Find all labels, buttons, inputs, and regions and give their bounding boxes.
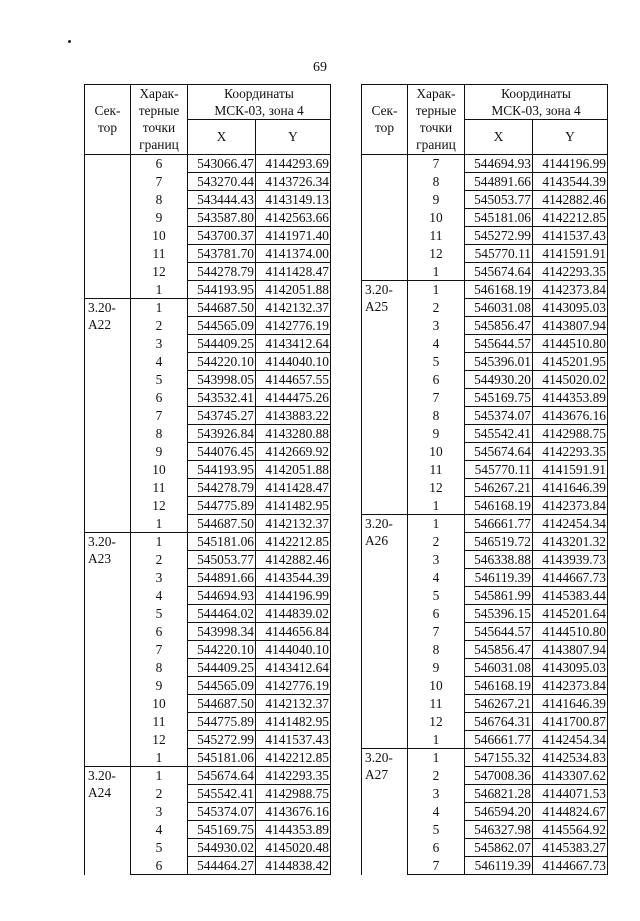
x-coordinate-cell: 545644.57: [465, 335, 533, 353]
x-coordinate-cell: 544775.89: [188, 713, 256, 731]
point-number-cell: 8: [408, 173, 465, 191]
x-coordinate-cell: 544694.93: [188, 587, 256, 605]
y-coordinate-cell: 4144657.55: [256, 371, 331, 389]
x-coordinate-cell: 544409.25: [188, 659, 256, 677]
point-number-cell: 11: [131, 713, 188, 731]
x-coordinate-cell: 546031.08: [465, 659, 533, 677]
coordinates-table-right: [361, 84, 608, 875]
point-number-cell: 11: [408, 461, 465, 479]
point-number-cell: 3: [131, 803, 188, 821]
point-number-cell: 1: [408, 731, 465, 749]
point-number-cell: 4: [408, 569, 465, 587]
coordinates-table-left: [84, 84, 331, 875]
point-number-cell: 5: [131, 371, 188, 389]
point-number-cell: 9: [131, 443, 188, 461]
x-coordinate-cell: 544930.20: [465, 371, 533, 389]
y-coordinate-cell: 4142293.35: [533, 263, 608, 281]
x-coordinate-cell: 545169.75: [465, 389, 533, 407]
sector-cell: [85, 155, 131, 299]
x-coordinate-cell: 545542.41: [188, 785, 256, 803]
x-coordinate-cell: 545272.99: [188, 731, 256, 749]
point-number-cell: 1: [408, 515, 465, 533]
y-coordinate-cell: 4143807.94: [533, 641, 608, 659]
x-coordinate-cell: 545272.99: [465, 227, 533, 245]
y-coordinate-cell: 4144293.69: [256, 155, 331, 173]
y-coordinate-cell: 4141374.00: [256, 245, 331, 263]
point-number-cell: 1: [131, 533, 188, 551]
point-number-cell: 11: [408, 695, 465, 713]
y-coordinate-cell: 4142293.35: [533, 443, 608, 461]
x-coordinate-cell: 546267.21: [465, 479, 533, 497]
point-number-cell: 1: [408, 749, 465, 767]
y-coordinate-cell: 4145383.27: [533, 839, 608, 857]
y-coordinate-cell: 4143676.16: [256, 803, 331, 821]
point-number-cell: 10: [408, 677, 465, 695]
y-coordinate-cell: 4144196.99: [533, 155, 608, 173]
point-number-cell: 5: [408, 821, 465, 839]
point-number-cell: 7: [131, 641, 188, 659]
x-coordinate-cell: 546168.19: [465, 497, 533, 515]
point-number-cell: 6: [408, 371, 465, 389]
x-coordinate-cell: 545674.64: [465, 443, 533, 461]
y-coordinate-cell: 4143939.73: [533, 551, 608, 569]
x-coordinate-cell: 545770.11: [465, 245, 533, 263]
table-row: [85, 299, 331, 317]
y-coordinate-cell: 4141428.47: [256, 479, 331, 497]
coords-header: Координаты МСК-03, зона 4: [465, 85, 608, 120]
y-coordinate-cell: 4144040.10: [256, 641, 331, 659]
point-number-cell: 10: [131, 695, 188, 713]
x-coordinate-cell: 546519.72: [465, 533, 533, 551]
x-coordinate-cell: 544775.89: [188, 497, 256, 515]
point-number-cell: 12: [131, 263, 188, 281]
table-row: [85, 155, 331, 173]
point-number-cell: 6: [408, 839, 465, 857]
y-coordinate-cell: 4142212.85: [533, 209, 608, 227]
point-number-cell: 6: [131, 389, 188, 407]
x-coordinate-cell: 544220.10: [188, 353, 256, 371]
x-header: X: [465, 120, 533, 155]
y-coordinate-cell: 4142776.19: [256, 317, 331, 335]
point-number-cell: 11: [408, 227, 465, 245]
x-coordinate-cell: 543781.70: [188, 245, 256, 263]
y-coordinate-cell: 4142454.34: [533, 731, 608, 749]
x-coordinate-cell: 545542.41: [465, 425, 533, 443]
table-row: [362, 281, 608, 299]
y-coordinate-cell: 4144667.73: [533, 857, 608, 875]
y-coordinate-cell: 4144353.89: [256, 821, 331, 839]
point-number-cell: 2: [131, 551, 188, 569]
x-coordinate-cell: 543926.84: [188, 425, 256, 443]
x-coordinate-cell: 545181.06: [188, 533, 256, 551]
x-coordinate-cell: 545396.01: [465, 353, 533, 371]
y-coordinate-cell: 4143412.64: [256, 335, 331, 353]
sector-cell: 3.20-А27: [362, 749, 408, 875]
x-coordinate-cell: 545169.75: [188, 821, 256, 839]
x-coordinate-cell: 543587.80: [188, 209, 256, 227]
table-row: [362, 749, 608, 767]
x-coordinate-cell: 545181.06: [188, 749, 256, 767]
y-coordinate-cell: 4144196.99: [256, 587, 331, 605]
points-header: Харак-терные точки границ: [408, 85, 465, 155]
y-coordinate-cell: 4142882.46: [256, 551, 331, 569]
x-coordinate-cell: 546764.31: [465, 713, 533, 731]
point-number-cell: 3: [408, 551, 465, 569]
y-coordinate-cell: 4142373.84: [533, 677, 608, 695]
y-coordinate-cell: 4142373.84: [533, 281, 608, 299]
point-number-cell: 2: [131, 317, 188, 335]
coords-header: Координаты МСК-03, зона 4: [188, 85, 331, 120]
x-coordinate-cell: 545861.99: [465, 587, 533, 605]
x-coordinate-cell: 544278.79: [188, 263, 256, 281]
y-coordinate-cell: 4143201.32: [533, 533, 608, 551]
y-coordinate-cell: 4144475.26: [256, 389, 331, 407]
point-number-cell: 9: [408, 191, 465, 209]
y-coordinate-cell: 4142988.75: [533, 425, 608, 443]
y-coordinate-cell: 4142988.75: [256, 785, 331, 803]
point-number-cell: 1: [131, 299, 188, 317]
y-coordinate-cell: 4143412.64: [256, 659, 331, 677]
y-coordinate-cell: 4143544.39: [533, 173, 608, 191]
x-coordinate-cell: 543700.37: [188, 227, 256, 245]
point-number-cell: 4: [131, 587, 188, 605]
point-number-cell: 5: [408, 587, 465, 605]
point-number-cell: 3: [131, 335, 188, 353]
x-coordinate-cell: 546119.39: [465, 857, 533, 875]
y-coordinate-cell: 4145201.95: [533, 353, 608, 371]
x-coordinate-cell: 544193.95: [188, 281, 256, 299]
x-coordinate-cell: 543745.27: [188, 407, 256, 425]
point-number-cell: 3: [131, 569, 188, 587]
x-coordinate-cell: 544687.50: [188, 515, 256, 533]
x-coordinate-cell: 544278.79: [188, 479, 256, 497]
x-coordinate-cell: 544930.02: [188, 839, 256, 857]
point-number-cell: 1: [408, 497, 465, 515]
y-coordinate-cell: 4142212.85: [256, 749, 331, 767]
point-number-cell: 8: [131, 659, 188, 677]
x-coordinate-cell: 545862.07: [465, 839, 533, 857]
point-number-cell: 9: [408, 659, 465, 677]
table-row: [362, 515, 608, 533]
point-number-cell: 9: [131, 209, 188, 227]
x-coordinate-cell: 545674.64: [465, 263, 533, 281]
y-coordinate-cell: 4144667.73: [533, 569, 608, 587]
y-coordinate-cell: 4142669.92: [256, 443, 331, 461]
y-coordinate-cell: 4143807.94: [533, 317, 608, 335]
y-coordinate-cell: 4141646.39: [533, 479, 608, 497]
x-coordinate-cell: 546327.98: [465, 821, 533, 839]
point-number-cell: 7: [408, 857, 465, 875]
x-coordinate-cell: 545181.06: [465, 209, 533, 227]
y-coordinate-cell: 4143280.88: [256, 425, 331, 443]
y-coordinate-cell: 4141537.43: [256, 731, 331, 749]
table-row: [362, 155, 608, 173]
y-coordinate-cell: 4142051.88: [256, 461, 331, 479]
point-number-cell: 8: [131, 191, 188, 209]
sector-cell: 3.20-А26: [362, 515, 408, 749]
sector-cell: 3.20-А22: [85, 299, 131, 533]
table-row: [85, 533, 331, 551]
y-coordinate-cell: 4143726.34: [256, 173, 331, 191]
point-number-cell: 10: [408, 443, 465, 461]
y-coordinate-cell: 4144510.80: [533, 335, 608, 353]
x-coordinate-cell: 545374.07: [465, 407, 533, 425]
point-number-cell: 7: [131, 173, 188, 191]
point-number-cell: 9: [131, 677, 188, 695]
y-coordinate-cell: 4142882.46: [533, 191, 608, 209]
x-coordinate-cell: 544694.93: [465, 155, 533, 173]
x-coordinate-cell: 544464.27: [188, 857, 256, 875]
x-coordinate-cell: 545856.47: [465, 641, 533, 659]
point-number-cell: 3: [408, 785, 465, 803]
y-coordinate-cell: 4143307.62: [533, 767, 608, 785]
y-coordinate-cell: 4143544.39: [256, 569, 331, 587]
point-number-cell: 10: [131, 227, 188, 245]
x-coordinate-cell: 543444.43: [188, 191, 256, 209]
y-coordinate-cell: 4141482.95: [256, 497, 331, 515]
y-coordinate-cell: 4144353.89: [533, 389, 608, 407]
x-coordinate-cell: 545856.47: [465, 317, 533, 335]
y-coordinate-cell: 4144510.80: [533, 623, 608, 641]
point-number-cell: 12: [131, 731, 188, 749]
point-number-cell: 8: [131, 425, 188, 443]
table-row: [85, 767, 331, 785]
point-number-cell: 12: [408, 245, 465, 263]
point-number-cell: 7: [408, 623, 465, 641]
point-number-cell: 5: [408, 353, 465, 371]
sector-cell: 3.20-А24: [85, 767, 131, 875]
sector-header: Сек-тор: [85, 85, 131, 155]
y-coordinate-cell: 4142776.19: [256, 677, 331, 695]
y-coordinate-cell: 4142293.35: [256, 767, 331, 785]
y-header: Y: [256, 120, 331, 155]
point-number-cell: 9: [408, 425, 465, 443]
y-coordinate-cell: 4141700.87: [533, 713, 608, 731]
x-coordinate-cell: 545053.77: [188, 551, 256, 569]
point-number-cell: 1: [408, 281, 465, 299]
point-number-cell: 8: [408, 407, 465, 425]
x-coordinate-cell: 543532.41: [188, 389, 256, 407]
x-coordinate-cell: 545053.77: [465, 191, 533, 209]
x-coordinate-cell: 546168.19: [465, 281, 533, 299]
x-coordinate-cell: 546119.39: [465, 569, 533, 587]
x-coordinate-cell: 544220.10: [188, 641, 256, 659]
x-coordinate-cell: 544464.02: [188, 605, 256, 623]
y-coordinate-cell: 4145564.92: [533, 821, 608, 839]
sector-cell: [362, 155, 408, 281]
x-coordinate-cell: 544193.95: [188, 461, 256, 479]
point-number-cell: 11: [131, 479, 188, 497]
y-coordinate-cell: 4141537.43: [533, 227, 608, 245]
y-coordinate-cell: 4143095.03: [533, 299, 608, 317]
y-coordinate-cell: 4142051.88: [256, 281, 331, 299]
point-number-cell: 12: [408, 713, 465, 731]
scan-speck: [68, 40, 71, 43]
y-coordinate-cell: 4141591.91: [533, 245, 608, 263]
y-coordinate-cell: 4141591.91: [533, 461, 608, 479]
x-coordinate-cell: 546267.21: [465, 695, 533, 713]
point-number-cell: 7: [408, 389, 465, 407]
x-coordinate-cell: 544076.45: [188, 443, 256, 461]
y-coordinate-cell: 4142454.34: [533, 515, 608, 533]
x-coordinate-cell: 545396.15: [465, 605, 533, 623]
x-coordinate-cell: 547008.36: [465, 767, 533, 785]
x-coordinate-cell: 544687.50: [188, 299, 256, 317]
x-coordinate-cell: 546661.77: [465, 515, 533, 533]
x-coordinate-cell: 546661.77: [465, 731, 533, 749]
point-number-cell: 12: [131, 497, 188, 515]
y-coordinate-cell: 4145020.48: [256, 839, 331, 857]
point-number-cell: 2: [408, 533, 465, 551]
y-coordinate-cell: 4144071.53: [533, 785, 608, 803]
x-coordinate-cell: 544565.09: [188, 317, 256, 335]
x-coordinate-cell: 545770.11: [465, 461, 533, 479]
x-coordinate-cell: 546168.19: [465, 677, 533, 695]
point-number-cell: 2: [408, 299, 465, 317]
point-number-cell: 4: [408, 335, 465, 353]
x-coordinate-cell: 543998.05: [188, 371, 256, 389]
y-coordinate-cell: 4142212.85: [256, 533, 331, 551]
point-number-cell: 5: [131, 605, 188, 623]
x-coordinate-cell: 546821.28: [465, 785, 533, 803]
x-coordinate-cell: 544409.25: [188, 335, 256, 353]
point-number-cell: 7: [131, 407, 188, 425]
sector-header: Сек-тор: [362, 85, 408, 155]
point-number-cell: 10: [131, 461, 188, 479]
y-coordinate-cell: 4142563.66: [256, 209, 331, 227]
y-coordinate-cell: 4144656.84: [256, 623, 331, 641]
y-header: Y: [533, 120, 608, 155]
x-coordinate-cell: 546031.08: [465, 299, 533, 317]
point-number-cell: 6: [131, 155, 188, 173]
point-number-cell: 2: [408, 767, 465, 785]
point-number-cell: 3: [408, 317, 465, 335]
x-coordinate-cell: 547155.32: [465, 749, 533, 767]
point-number-cell: 8: [408, 641, 465, 659]
point-number-cell: 1: [408, 263, 465, 281]
y-coordinate-cell: 4144040.10: [256, 353, 331, 371]
x-coordinate-cell: 545674.64: [188, 767, 256, 785]
point-number-cell: 4: [131, 821, 188, 839]
y-coordinate-cell: 4144838.42: [256, 857, 331, 875]
point-number-cell: 6: [131, 623, 188, 641]
point-number-cell: 12: [408, 479, 465, 497]
point-number-cell: 2: [131, 785, 188, 803]
x-coordinate-cell: 543066.47: [188, 155, 256, 173]
point-number-cell: 1: [131, 767, 188, 785]
x-coordinate-cell: 543270.44: [188, 173, 256, 191]
y-coordinate-cell: 4144839.02: [256, 605, 331, 623]
sector-cell: 3.20-А23: [85, 533, 131, 767]
y-coordinate-cell: 4141971.40: [256, 227, 331, 245]
x-coordinate-cell: 544891.66: [188, 569, 256, 587]
y-coordinate-cell: 4143095.03: [533, 659, 608, 677]
y-coordinate-cell: 4143676.16: [533, 407, 608, 425]
point-number-cell: 10: [408, 209, 465, 227]
y-coordinate-cell: 4142132.37: [256, 515, 331, 533]
y-coordinate-cell: 4145383.44: [533, 587, 608, 605]
point-number-cell: 7: [408, 155, 465, 173]
point-number-cell: 1: [131, 281, 188, 299]
x-header: X: [188, 120, 256, 155]
x-coordinate-cell: 546594.20: [465, 803, 533, 821]
y-coordinate-cell: 4142373.84: [533, 497, 608, 515]
x-coordinate-cell: 544565.09: [188, 677, 256, 695]
y-coordinate-cell: 4145201.64: [533, 605, 608, 623]
y-coordinate-cell: 4142534.83: [533, 749, 608, 767]
x-coordinate-cell: 546338.88: [465, 551, 533, 569]
x-coordinate-cell: 545374.07: [188, 803, 256, 821]
point-number-cell: 4: [408, 803, 465, 821]
x-coordinate-cell: 545644.57: [465, 623, 533, 641]
y-coordinate-cell: 4141482.95: [256, 713, 331, 731]
point-number-cell: 5: [131, 839, 188, 857]
y-coordinate-cell: 4144824.67: [533, 803, 608, 821]
point-number-cell: 6: [131, 857, 188, 875]
x-coordinate-cell: 544687.50: [188, 695, 256, 713]
y-coordinate-cell: 4143149.13: [256, 191, 331, 209]
page-number: 69: [313, 60, 327, 75]
y-coordinate-cell: 4142132.37: [256, 695, 331, 713]
point-number-cell: 6: [408, 605, 465, 623]
y-coordinate-cell: 4143883.22: [256, 407, 331, 425]
y-coordinate-cell: 4141646.39: [533, 695, 608, 713]
sector-cell: 3.20-А25: [362, 281, 408, 515]
point-number-cell: 4: [131, 353, 188, 371]
point-number-cell: 1: [131, 749, 188, 767]
x-coordinate-cell: 544891.66: [465, 173, 533, 191]
point-number-cell: 11: [131, 245, 188, 263]
points-header: Харак-терные точки границ: [131, 85, 188, 155]
y-coordinate-cell: 4141428.47: [256, 263, 331, 281]
x-coordinate-cell: 543998.34: [188, 623, 256, 641]
y-coordinate-cell: 4145020.02: [533, 371, 608, 389]
y-coordinate-cell: 4142132.37: [256, 299, 331, 317]
point-number-cell: 1: [131, 515, 188, 533]
